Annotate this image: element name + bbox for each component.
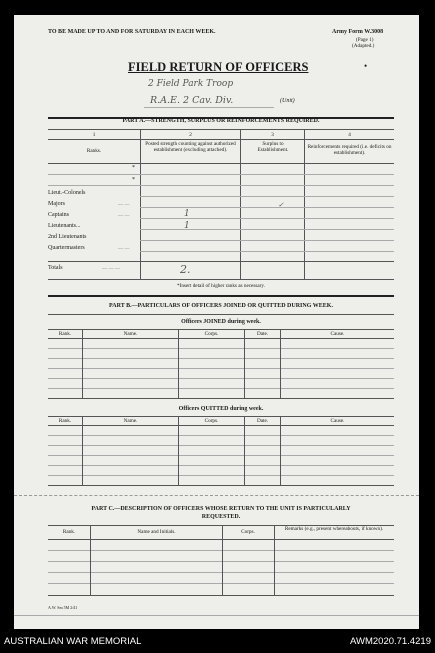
- col-number-1: 1: [92, 132, 96, 138]
- quitted-col-name: Name.: [123, 418, 138, 424]
- form-sheet: [14, 15, 419, 629]
- form-number: Army Form W.3008: [332, 29, 384, 35]
- totals-value: 2.: [180, 263, 191, 276]
- rank-dots: — —: [118, 213, 130, 219]
- captains-value: 1: [184, 209, 190, 219]
- asterisk-1: *: [132, 165, 135, 171]
- joined-col-corps: Corps.: [204, 331, 219, 337]
- quitted-col-corps: Corps.: [204, 418, 219, 424]
- page-title: FIELD RETURN OF OFFICERS: [128, 60, 309, 74]
- quitted-col-rank: Rank.: [58, 418, 72, 424]
- part-a-title: PART A.—STRENGTH, SURPLUS OR REINFORCEMENTS REQUIRED.: [122, 118, 320, 124]
- part-c-title-line2: REQUESTED.: [201, 514, 241, 520]
- reinforcements-header: Reinforcements required (i.e. deficits on establishment).: [307, 144, 392, 156]
- surplus-header: Surplus to Establishment.: [257, 141, 289, 153]
- joined-col-cause: Cause.: [330, 331, 345, 337]
- joined-col-rank: Rank.: [58, 331, 72, 337]
- totals-dots: — — —: [102, 266, 121, 272]
- part-c-col-corps: Corps.: [241, 529, 255, 535]
- ranks-header: Ranks.: [86, 148, 102, 154]
- footer-accession: AWM2020.71.4219: [350, 636, 431, 647]
- tick-mark: ✓: [278, 201, 284, 209]
- posted-strength-header: Posted strength counting against authorized establishment (excluding attached).: [145, 141, 236, 153]
- quitted-col-date: Date.: [256, 418, 269, 424]
- rank-2nd-lieutenants: 2nd Lieutenants: [48, 234, 87, 240]
- rank-quartermasters: Quartermasters: [48, 245, 85, 251]
- part-c-col-remarks: Remarks (e.g., present whereabouts, if known).: [284, 526, 384, 532]
- part-a-note: *Insert detail of higher ranks as necessary.: [177, 283, 265, 289]
- handwritten-unit-line1: 2 Field Park Troop: [148, 79, 234, 89]
- totals-label: Totals: [48, 265, 63, 271]
- rank-lieut-colonels: Lieut.-Colonels: [48, 190, 86, 196]
- handwritten-unit-line2: R.A.E. 2 Cav. Div.: [150, 95, 234, 106]
- joined-col-date: Date.: [256, 331, 269, 337]
- joined-title: Officers JOINED during week.: [181, 319, 261, 325]
- adapted-note: (Adapted.): [352, 43, 375, 49]
- col-number-3: 3: [271, 132, 274, 138]
- col-number-4: 4: [348, 132, 351, 138]
- rank-lieutenants: Lieutenants...: [48, 223, 81, 229]
- instruction-text: TO BE MADE UP TO AND FOR SATURDAY IN EACH WEEK.: [48, 29, 216, 35]
- part-c-col-name: Name and Initials.: [137, 529, 176, 535]
- print-code: A.W. Sm 5M 2/41: [48, 605, 78, 610]
- rank-dots: — —: [118, 202, 130, 208]
- quitted-title: Officers QUITTED during week.: [178, 406, 264, 412]
- quitted-col-cause: Cause.: [330, 418, 345, 424]
- joined-col-name: Name.: [123, 331, 138, 337]
- rank-majors: Majors: [48, 201, 65, 207]
- footer-bar: [0, 632, 435, 653]
- part-b-title: PART B.—PARTICULARS OF OFFICERS JOINED OR QUITTED DURING WEEK.: [109, 303, 333, 309]
- asterisk-2: *: [132, 177, 135, 183]
- unit-label: (Unit): [280, 98, 295, 104]
- rank-dots: — —: [118, 246, 130, 252]
- footer-source: AUSTRALIAN WAR MEMORIAL: [4, 636, 142, 647]
- page-number: (Page 1): [356, 37, 374, 43]
- part-c-title-line1: PART C.—DESCRIPTION OF OFFICERS WHOSE RETURN TO THE UNIT IS PARTICULARLY: [91, 506, 351, 512]
- part-c-col-rank: Rank.: [62, 529, 76, 535]
- rank-captains: Captains: [48, 212, 69, 218]
- dot-mark: •: [364, 61, 368, 71]
- lieutenants-value: 1: [184, 221, 190, 231]
- col-number-2: 2: [189, 132, 192, 138]
